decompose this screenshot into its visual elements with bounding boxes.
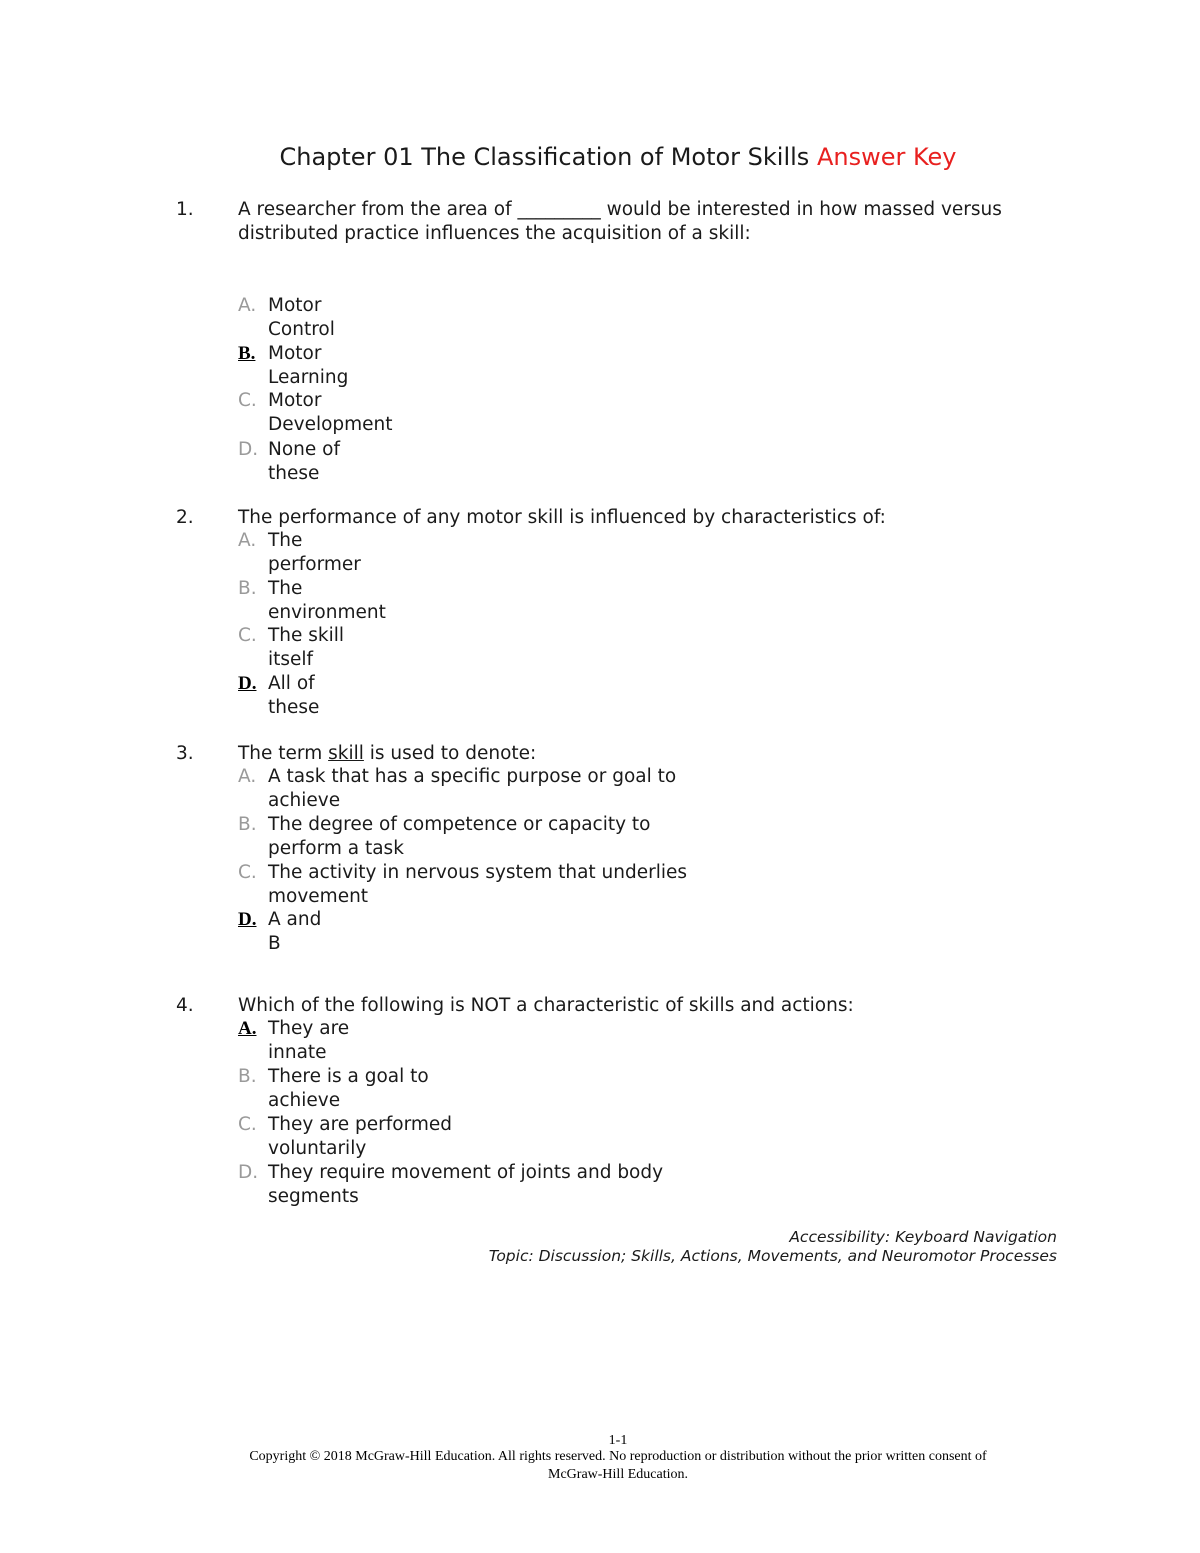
- option-item: [238, 294, 335, 341]
- option-item: [238, 577, 386, 624]
- page-title: [0, 140, 1200, 174]
- option-text: They are: [268, 1018, 350, 1039]
- option-text: They are performed: [268, 1114, 453, 1135]
- option-item: [238, 529, 361, 576]
- question-text: The performance of any motor skill is influenced by characteristics of:: [238, 507, 886, 528]
- option-item: [238, 1065, 429, 1112]
- option-text: Learning: [268, 366, 349, 388]
- title-answer-key: Answer Key: [816, 143, 957, 171]
- option-letter: D.: [238, 1162, 259, 1183]
- option-text: itself: [268, 648, 314, 670]
- question-number: 2.: [176, 507, 194, 528]
- option-text: The skill: [268, 625, 345, 646]
- question-text-part: is used to denote:: [363, 743, 537, 764]
- title-main: Chapter 01 The Classification of Motor Skills: [279, 143, 810, 171]
- accessibility-note: Accessibility: Keyboard Navigation: [789, 1228, 1057, 1246]
- option-letter: A.: [238, 530, 257, 551]
- option-text: The: [268, 530, 303, 551]
- question-text: Which of the following is NOT a characteristic of skills and actions:: [238, 995, 854, 1016]
- option-letter: C.: [238, 862, 257, 883]
- option-text: A task that has a specific purpose or goal to: [268, 766, 677, 787]
- question-number: 4.: [176, 995, 194, 1016]
- option-item-correct: [238, 672, 319, 719]
- option-text: Development: [268, 413, 393, 435]
- option-item-correct: [238, 1017, 349, 1064]
- option-text: Motor: [268, 390, 322, 411]
- option-text: B: [268, 932, 281, 954]
- option-text: perform a task: [268, 837, 404, 859]
- option-text: voluntarily: [268, 1137, 367, 1159]
- topic-note: Topic: Discussion; Skills, Actions, Movements, and Neuromotor Processes: [488, 1247, 1057, 1265]
- option-item: [238, 624, 344, 671]
- option-letter: B.: [238, 814, 257, 835]
- option-text: The activity in nervous system that underlies: [268, 862, 688, 883]
- option-text: segments: [268, 1185, 359, 1207]
- option-text: Motor: [268, 295, 322, 316]
- option-text: A and: [268, 909, 322, 930]
- option-text: movement: [268, 885, 369, 907]
- option-letter: A.: [238, 295, 257, 316]
- option-item: [238, 1113, 452, 1160]
- option-text: achieve: [268, 1089, 341, 1111]
- page-number: 1-1: [608, 1433, 628, 1448]
- option-letter-correct: B.: [238, 343, 256, 364]
- option-text: these: [268, 462, 320, 484]
- option-letter-correct: D.: [238, 673, 257, 694]
- question-text: A researcher from the area of _________ would be interested in how massed versus distributed practice influences the acquisition of a skill:: [238, 199, 1002, 244]
- option-letter-correct: D.: [238, 909, 257, 930]
- option-text: They require movement of joints and body: [268, 1162, 664, 1183]
- question-number: 1.: [176, 199, 194, 220]
- question-number: 3.: [176, 743, 194, 764]
- option-letter: B.: [238, 1066, 257, 1087]
- option-item: [238, 861, 687, 908]
- option-text: achieve: [268, 789, 341, 811]
- question-text-part: The term: [238, 743, 329, 764]
- option-item: [238, 765, 676, 812]
- option-text: All of: [268, 673, 315, 694]
- option-item-correct: [238, 342, 348, 389]
- option-item: [238, 438, 340, 485]
- option-letter: B.: [238, 578, 257, 599]
- option-text: these: [268, 696, 320, 718]
- option-letter: A.: [238, 766, 257, 787]
- option-text: innate: [268, 1041, 327, 1063]
- option-text: None of: [268, 439, 340, 460]
- option-item: [238, 1161, 663, 1208]
- copyright-line: McGraw-Hill Education.: [548, 1467, 688, 1482]
- option-letter: C.: [238, 1114, 257, 1135]
- option-text: The degree of competence or capacity to: [268, 814, 651, 835]
- question-text: [238, 742, 1068, 766]
- option-text: environment: [268, 601, 386, 623]
- option-text: The: [268, 578, 303, 599]
- question-term-underlined: skill: [328, 743, 364, 764]
- option-letter: C.: [238, 625, 257, 646]
- option-text: There is a goal to: [268, 1066, 429, 1087]
- option-item-correct: [238, 908, 321, 955]
- option-letter: D.: [238, 439, 259, 460]
- option-letter-correct: A.: [238, 1018, 257, 1039]
- option-text: Control: [268, 318, 335, 340]
- option-letter: C.: [238, 390, 257, 411]
- option-text: performer: [268, 553, 361, 575]
- option-item: [238, 389, 393, 436]
- copyright-line: Copyright © 2018 McGraw-Hill Education. All rights reserved. No reproduction or distribution without the prior written consent of: [249, 1449, 987, 1464]
- option-text: Motor: [268, 343, 322, 364]
- option-item: [238, 813, 651, 860]
